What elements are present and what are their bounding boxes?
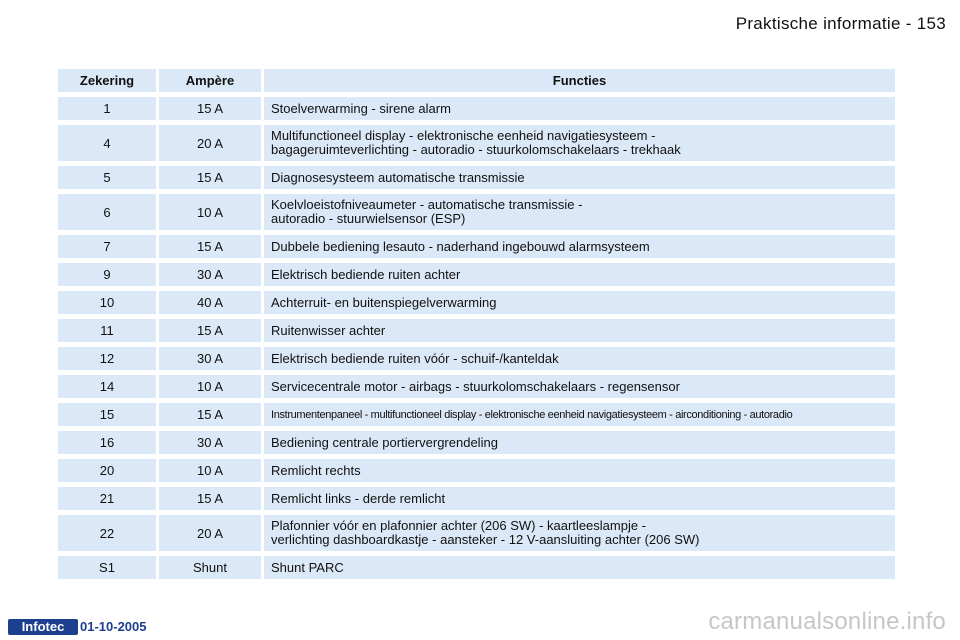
function-line: autoradio - stuurwielsensor (ESP) bbox=[271, 211, 466, 226]
fuse-amperage: 20 A bbox=[159, 515, 261, 551]
function-line: Elektrisch bediende ruiten achter bbox=[271, 266, 461, 282]
fuse-functions bbox=[264, 125, 895, 161]
function-line: Achterruit- en buitenspiegelverwarming bbox=[271, 294, 497, 310]
fuse-number: 11 bbox=[58, 319, 156, 342]
column-header-amp: Ampère bbox=[159, 69, 261, 92]
table-row bbox=[58, 319, 895, 342]
function-line: Ruitenwisser achter bbox=[271, 322, 386, 338]
table-row bbox=[58, 263, 895, 286]
fuse-number: 1 bbox=[58, 97, 156, 120]
function-line: Koelvloeistofniveaumeter - automatische transmissie - bbox=[271, 197, 583, 212]
table-row bbox=[58, 487, 895, 510]
fuse-amperage: 15 A bbox=[159, 487, 261, 510]
fuse-amperage: 10 A bbox=[159, 459, 261, 482]
fuse-number: 16 bbox=[58, 431, 156, 454]
fuse-amperage: 30 A bbox=[159, 431, 261, 454]
function-line: Plafonnier vóór en plafonnier achter (206 SW) - kaartleeslampje - bbox=[271, 518, 647, 533]
function-line: Servicecentrale motor - airbags - stuurkolomschakelaars - regensensor bbox=[271, 378, 680, 394]
table-row bbox=[58, 97, 895, 120]
fuse-functions bbox=[264, 194, 895, 230]
fuse-amperage: 20 A bbox=[159, 125, 261, 161]
fuse-functions bbox=[264, 403, 895, 426]
fuse-functions bbox=[264, 291, 895, 314]
fuse-functions bbox=[264, 375, 895, 398]
fuse-number: 4 bbox=[58, 125, 156, 161]
fuse-amperage: 15 A bbox=[159, 97, 261, 120]
table-row bbox=[58, 347, 895, 370]
fuse-functions bbox=[264, 319, 895, 342]
fuse-number: S1 bbox=[58, 556, 156, 579]
table-header-row bbox=[58, 69, 895, 92]
fuse-number: 9 bbox=[58, 263, 156, 286]
fuse-amperage: 15 A bbox=[159, 319, 261, 342]
fuse-functions bbox=[264, 97, 895, 120]
fuse-functions bbox=[264, 166, 895, 189]
function-line: Multifunctioneel display - elektronische eenheid navigatiesysteem - bbox=[271, 128, 656, 143]
function-line: Shunt PARC bbox=[271, 559, 344, 575]
fuse-number: 21 bbox=[58, 487, 156, 510]
fuse-functions bbox=[264, 347, 895, 370]
fuse-functions bbox=[264, 235, 895, 258]
fuse-number: 14 bbox=[58, 375, 156, 398]
fuse-number: 10 bbox=[58, 291, 156, 314]
column-header-fuse: Zekering bbox=[58, 69, 156, 92]
fuse-number: 7 bbox=[58, 235, 156, 258]
fuse-table bbox=[55, 64, 898, 584]
fuse-functions bbox=[264, 431, 895, 454]
fuse-number: 12 bbox=[58, 347, 156, 370]
table-row bbox=[58, 125, 895, 161]
fuse-number: 20 bbox=[58, 459, 156, 482]
table-row bbox=[58, 166, 895, 189]
fuse-amperage: 30 A bbox=[159, 263, 261, 286]
table-row bbox=[58, 375, 895, 398]
table-row bbox=[58, 291, 895, 314]
function-line: Remlicht links - derde remlicht bbox=[271, 490, 446, 506]
table-row bbox=[58, 556, 895, 579]
fuse-number: 15 bbox=[58, 403, 156, 426]
fuse-amperage: 15 A bbox=[159, 166, 261, 189]
page-title: Praktische informatie - 153 bbox=[735, 14, 946, 33]
function-line: Bediening centrale portiervergrendeling bbox=[271, 434, 498, 450]
fuse-functions bbox=[264, 487, 895, 510]
table-row bbox=[58, 515, 895, 551]
function-line: Instrumentenpaneel - multifunctioneel display - elektronische eenheid navigatiesysteem - airconditioning - autoradio bbox=[271, 408, 793, 421]
infotec-logo: Infotec bbox=[8, 619, 78, 635]
fuse-amperage: 15 A bbox=[159, 235, 261, 258]
fuse-functions bbox=[264, 515, 895, 551]
fuse-number: 22 bbox=[58, 515, 156, 551]
table-row bbox=[58, 459, 895, 482]
fuse-amperage: Shunt bbox=[159, 556, 261, 579]
function-line: verlichting dashboardkastje - aansteker - 12 V-aansluiting achter (206 SW) bbox=[271, 532, 700, 547]
fuse-number: 6 bbox=[58, 194, 156, 230]
fuse-functions bbox=[264, 459, 895, 482]
fuse-functions bbox=[264, 263, 895, 286]
function-line: Remlicht rechts bbox=[271, 462, 361, 478]
function-line: bagageruimteverlichting - autoradio - stuurkolomschakelaars - trekhaak bbox=[271, 142, 681, 157]
column-header-functions: Functies bbox=[264, 69, 895, 92]
watermark-text: carmanualsonline.info bbox=[708, 608, 946, 635]
function-line: Stoelverwarming - sirene alarm bbox=[271, 100, 451, 116]
function-line: Diagnosesysteem automatische transmissie bbox=[271, 169, 525, 185]
fuse-amperage: 10 A bbox=[159, 194, 261, 230]
fuse-functions bbox=[264, 556, 895, 579]
table-row bbox=[58, 194, 895, 230]
table-row bbox=[58, 431, 895, 454]
fuse-amperage: 40 A bbox=[159, 291, 261, 314]
function-line: Dubbele bediening lesauto - naderhand ingebouwd alarmsysteem bbox=[271, 238, 650, 254]
footer-date: 01-10-2005 bbox=[80, 619, 147, 634]
function-line: Elektrisch bediende ruiten vóór - schuif-/kanteldak bbox=[271, 350, 559, 366]
fuse-amperage: 30 A bbox=[159, 347, 261, 370]
fuse-amperage: 15 A bbox=[159, 403, 261, 426]
fuse-amperage: 10 A bbox=[159, 375, 261, 398]
table-row bbox=[58, 403, 895, 426]
table-row bbox=[58, 235, 895, 258]
fuse-number: 5 bbox=[58, 166, 156, 189]
